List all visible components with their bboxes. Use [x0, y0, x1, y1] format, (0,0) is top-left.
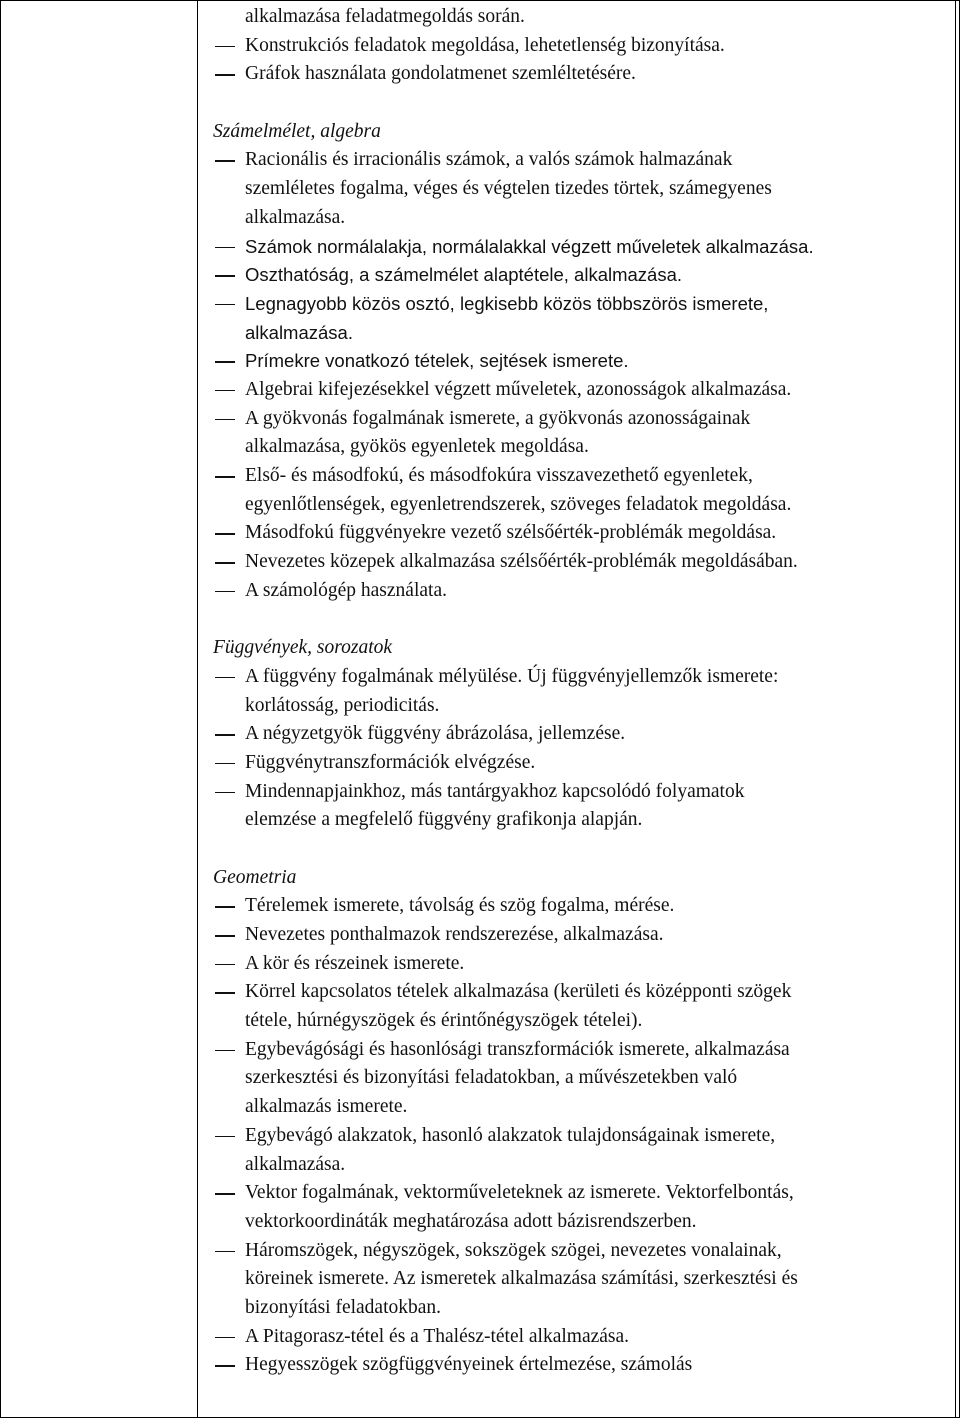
list-item: [213, 577, 953, 606]
section-heading: Számelmélet, algebra: [213, 120, 381, 142]
list-item: [213, 32, 953, 61]
list-item: [213, 1122, 953, 1151]
list-item: [213, 663, 953, 692]
dash-bullet-icon: [215, 1251, 235, 1253]
dash-bullet-icon: [215, 562, 235, 564]
list-item: [213, 3, 953, 32]
list-item-text: alkalmazása, gyökös egyenletek megoldása.: [245, 436, 589, 458]
list-item-text: Algebrai kifejezésekkel végzett műveletek, azonosságok alkalmazása.: [245, 378, 792, 400]
list-item-continuation: [213, 1208, 953, 1237]
list-item-text: Oszthatóság, a számelmélet alaptétele, alkalmazása.: [245, 264, 683, 286]
list-item: [213, 548, 953, 577]
list-item: [213, 519, 953, 548]
dash-bullet-icon: [215, 763, 235, 765]
list-item-text: A Pitagorasz-tétel és a Thalész-tétel alkalmazása.: [245, 1325, 630, 1347]
dash-bullet-icon: [215, 992, 235, 994]
list-item-text: Prímekre vonatkozó tételek, sejtések ismerete.: [245, 350, 629, 372]
dash-bullet-icon: [215, 935, 235, 937]
list-item-continuation: [213, 433, 953, 462]
dash-bullet-icon: [215, 906, 235, 908]
list-item-text: Számok normálalakja, normálalakkal végzett műveletek alkalmazása.: [245, 235, 814, 257]
list-item: [213, 405, 953, 434]
dash-bullet-icon: [215, 247, 235, 249]
list-item-text: bizonyítási feladatokban.: [245, 1296, 442, 1318]
dash-bullet-icon: [215, 1337, 235, 1339]
list-item: [213, 1036, 953, 1065]
section: [213, 605, 953, 835]
dash-bullet-icon: [215, 46, 235, 48]
list-item-text: Vektor fogalmának, vektorműveleteknek az ismerete. Vektorfelbontás,: [245, 1182, 794, 1204]
dash-bullet-icon: [215, 964, 235, 966]
list-item: [213, 376, 953, 405]
list-item-text: Nevezetes ponthalmazok rendszerezése, alkalmazása.: [245, 924, 664, 945]
list-item-continuation: [213, 1093, 953, 1122]
column-divider: [197, 0, 198, 1418]
list-item-text: Háromszögek, négyszögek, sokszögek szögei, nevezetes vonalainak,: [245, 1239, 782, 1261]
list-item: [213, 720, 953, 749]
dash-bullet-icon: [215, 533, 235, 535]
list-item-text: vektorkoordináták meghatározása adott bázisrendszerben.: [245, 1210, 697, 1232]
section-gap: [213, 605, 953, 634]
list-item-continuation: [213, 692, 953, 721]
dash-bullet-icon: [215, 74, 235, 76]
list-item: [213, 347, 953, 376]
section-heading: Geometria: [213, 866, 297, 888]
curriculum-content: [213, 0, 953, 1380]
list-item-text: elemzése a megfelelő függvény grafikonja alapján.: [245, 809, 643, 831]
list-item-text: Hegyesszögek szögfüggvényeinek értelmezése, számolás: [245, 1354, 693, 1376]
dash-bullet-icon: [215, 792, 235, 794]
dash-bullet-icon: [215, 160, 235, 162]
list-item: [213, 921, 953, 950]
dash-bullet-icon: [215, 734, 235, 736]
list-item-text: köreinek ismerete. Az ismeretek alkalmazása számítási, szerkesztési és: [245, 1268, 798, 1290]
list-item-text: Másodfokú függvényekre vezető szélsőérték-problémák megoldása.: [245, 522, 777, 544]
list-item: [213, 146, 953, 175]
dash-bullet-icon: [215, 275, 235, 277]
dash-bullet-icon: [215, 1050, 235, 1052]
dash-bullet-icon: [215, 304, 235, 306]
list-item-text: Mindennapjainkhoz, más tantárgyakhoz kapcsolódó folyamatok: [245, 780, 745, 802]
list-item-continuation: [213, 1064, 953, 1093]
list-item: [213, 462, 953, 491]
list-item-text: Egybevágó alakzatok, hasonló alakzatok tulajdonságainak ismerete,: [245, 1124, 776, 1146]
list-item: [213, 1323, 953, 1352]
section-heading: Függvények, sorozatok: [213, 637, 393, 659]
list-item: [213, 978, 953, 1007]
list-item-continuation: [213, 806, 953, 835]
list-item: [213, 290, 953, 319]
list-item-text: Első- és másodfokú, és másodfokúra visszavezethető egyenletek,: [245, 465, 753, 486]
list-item-text: A számológép használata.: [245, 579, 447, 601]
list-item: [213, 749, 953, 778]
dash-bullet-icon: [215, 1136, 235, 1138]
list-item-text: alkalmazása.: [245, 321, 353, 343]
list-item-continuation: [213, 491, 953, 520]
section-gap: [213, 89, 953, 118]
list-item-text: A függvény fogalmának mélyülése. Új függvényjellemzők ismerete:: [245, 665, 779, 687]
dash-bullet-icon: [215, 1365, 235, 1367]
list-item-text: Gráfok használata gondolatmenet szemléltetésére.: [245, 63, 636, 85]
list-item-text: korlátosság, periodicitás.: [245, 694, 440, 716]
list-item: [213, 261, 953, 290]
list-item-text: A gyökvonás fogalmának ismerete, a gyökvonás azonosságainak: [245, 407, 751, 429]
dash-bullet-icon: [215, 476, 235, 478]
dash-bullet-icon: [215, 1193, 235, 1195]
dash-bullet-icon: [215, 361, 235, 363]
list-item-continuation: [213, 204, 953, 233]
list-item: [213, 778, 953, 807]
list-item-continuation: [213, 175, 953, 204]
list-item-text: alkalmazása.: [245, 1153, 346, 1175]
list-item: [213, 1237, 953, 1266]
section: [213, 3, 953, 89]
list-item-continuation: [213, 319, 953, 348]
section: [213, 89, 953, 605]
list-item-continuation: [213, 1265, 953, 1294]
list-item-text: szerkesztési és bizonyítási feladatokban, a művészetekben való: [245, 1067, 738, 1089]
list-item-continuation: [213, 1151, 953, 1180]
list-item-text: Körrel kapcsolatos tételek alkalmazása (kerületi és középponti szögek: [245, 981, 792, 1003]
list-item: [213, 892, 953, 921]
list-item: [213, 1179, 953, 1208]
list-item-text: Konstrukciós feladatok megoldása, lehetetlenség bizonyítása.: [245, 34, 725, 56]
list-item: [213, 233, 953, 262]
list-item-text: A négyzetgyök függvény ábrázolása, jellemzése.: [245, 723, 626, 745]
list-item-text: Térelemek ismerete, távolság és szög fogalma, mérése.: [245, 895, 675, 917]
list-item-text: Egybevágósági és hasonlósági transzformációk ismerete, alkalmazása: [245, 1038, 790, 1060]
list-item-text: tétele, húrnégyszögek és érintőnégyszögek tételei).: [245, 1010, 643, 1032]
dash-bullet-icon: [215, 591, 235, 593]
list-item-text: egyenlőtlenségek, egyenletrendszerek, szöveges feladatok megoldása.: [245, 493, 792, 515]
section-gap: [213, 835, 953, 864]
list-item-text: alkalmazása feladatmegoldás során.: [245, 6, 525, 27]
list-item-continuation: [213, 1007, 953, 1036]
dash-bullet-icon: [215, 419, 235, 421]
list-item-text: Legnagyobb közös osztó, legkisebb közös többszörös ismerete,: [245, 292, 769, 314]
dash-bullet-icon: [215, 677, 235, 679]
list-item: [213, 60, 953, 89]
list-item-text: alkalmazása.: [245, 206, 346, 228]
section: [213, 835, 953, 1380]
list-item-text: Racionális és irracionális számok, a valós számok halmazának: [245, 149, 733, 171]
list-item-text: A kör és részeinek ismerete.: [245, 952, 465, 974]
list-item: [213, 1351, 953, 1380]
list-item-text: alkalmazás ismerete.: [245, 1096, 408, 1118]
list-item-text: szemléletes fogalma, véges és végtelen tizedes törtek, számegyenes: [245, 178, 772, 200]
right-border: [955, 0, 956, 1418]
list-item-continuation: [213, 1294, 953, 1323]
dash-bullet-icon: [215, 390, 235, 392]
list-item-text: Függvénytranszformációk elvégzése.: [245, 751, 536, 773]
list-item: [213, 950, 953, 979]
list-item-text: Nevezetes közepek alkalmazása szélsőérték-problémák megoldásában.: [245, 551, 798, 573]
